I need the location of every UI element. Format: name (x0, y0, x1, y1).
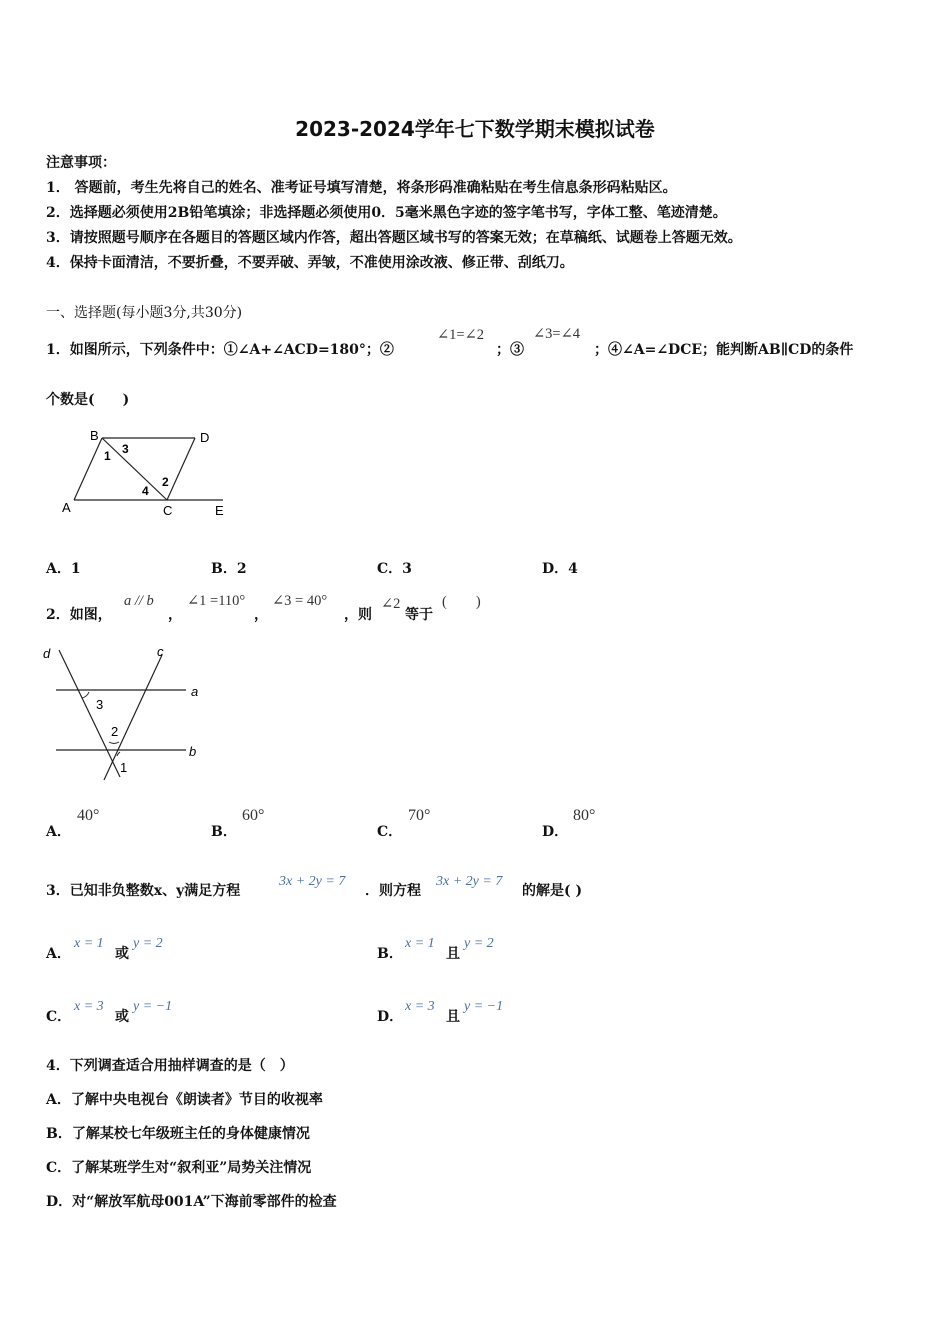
q2-option-c-value: 70° (408, 807, 431, 824)
q2-option-b-label: B． (211, 824, 237, 840)
q3-equation-1: 3x + 2y = 7 (279, 874, 346, 889)
q1-angle-2: 2 (162, 475, 169, 489)
q3-option-b-y: y = 2 (464, 936, 494, 951)
q2-math-angle1: ∠1 =110° (187, 593, 246, 609)
q3-equation-2: 3x + 2y = 7 (436, 874, 503, 889)
q2-line-d (59, 650, 120, 777)
q1-mid3: ；③ (496, 342, 524, 358)
q3-option-d-conj: 且 (446, 1009, 460, 1025)
q1-line2: 个数是( ) (46, 392, 130, 408)
q2-angle-3: 3 (96, 697, 104, 712)
q2-option-b-value: 60° (242, 807, 265, 824)
section-heading: 一、选择题(每小题3分,共30分) (46, 305, 243, 321)
q2-intro: 2．如图， (46, 607, 112, 623)
q1-label-a: A (62, 500, 71, 515)
q1-label-b: B (90, 428, 99, 443)
q1-option-a: A．1 (46, 561, 81, 577)
q2-label-b: b (189, 744, 197, 759)
notice-heading: 注意事项： (46, 155, 116, 171)
q2-option-a-label: A． (46, 824, 71, 840)
q2-comma1: ， (168, 607, 182, 623)
q1-angle-4: 4 (142, 484, 149, 498)
q1-math-angle12: ∠1=∠2 (437, 327, 484, 343)
q2-angle-2: 2 (111, 724, 119, 739)
q2-math-ab: a // b (124, 593, 154, 609)
q1-line-bc (102, 438, 167, 500)
q3-option-d-label: D． (377, 1009, 404, 1025)
q4-option-a: A．了解中央电视台《朗读者》节目的收视率 (46, 1092, 323, 1108)
q1-angle-3: 3 (122, 442, 129, 456)
q1-line-dc (167, 438, 195, 500)
q2-option-c-label: C． (377, 824, 403, 840)
q2-arc-3 (82, 692, 89, 698)
q1-angle-1: 1 (104, 449, 111, 463)
q3-intro: 3．已知非负整数x、y满足方程 (46, 883, 241, 899)
q3-option-a-y: y = 2 (133, 936, 163, 951)
q3-option-a-label: A． (46, 946, 71, 962)
q2-option-d-value: 80° (573, 807, 596, 824)
q4-stem: 4．下列调查适合用抽样调查的是（ ） (46, 1058, 294, 1074)
q3-option-d-y: y = −1 (464, 999, 504, 1014)
q2-math-angle3: ∠3 = 40° (272, 593, 328, 609)
q1-math-angle34: ∠3=∠4 (533, 326, 580, 342)
q3-option-a-conj: 或 (115, 946, 129, 962)
q2-arc-1 (117, 752, 120, 756)
q3-option-c-label: C． (46, 1009, 72, 1025)
q2-paren: ( ) (442, 594, 481, 610)
q2-angle-1: 1 (120, 760, 128, 775)
q3-option-c-x: x = 3 (74, 999, 104, 1014)
q1-label-e: E (215, 503, 224, 518)
q3-option-a-x: x = 1 (74, 936, 104, 951)
notice-item-1: 1． 答题前，考生先将自己的姓名、准考证号填写清楚，将条形码准确粘贴在考生信息条形码粘贴区。 (46, 180, 677, 196)
q2-option-a-value: 40° (77, 807, 100, 824)
q3-end: 的解是( ) (522, 883, 583, 899)
q1-label-c: C (163, 503, 173, 518)
q1-option-b: B．2 (211, 561, 247, 577)
q1-label-d: D (200, 430, 210, 445)
q1-figure (55, 422, 245, 522)
q2-math-angle2: ∠2 (381, 596, 401, 612)
q4-option-c: C．了解某班学生对“叙利亚”局势关注情况 (46, 1160, 312, 1176)
q1-line-ba (74, 438, 102, 500)
q3-option-c-y: y = −1 (133, 999, 173, 1014)
q3-option-b-x: x = 1 (405, 936, 435, 951)
q4-option-d: D．对“解放军航母001A”下海前零部件的检查 (46, 1194, 337, 1210)
notice-item-2: 2．选择题必须使用2B铅笔填涂；非选择题必须使用0．5毫米黑色字迹的签字笔书写，字体工整、笔迹清楚。 (46, 205, 727, 221)
q3-option-d-x: x = 3 (405, 999, 435, 1014)
q1-option-d: D．4 (542, 561, 578, 577)
q2-comma2: ， (254, 607, 268, 623)
q4-option-b: B．了解某校七年级班主任的身体健康情况 (46, 1126, 310, 1142)
notice-item-3: 3．请按照题号顺序在各题目的答题区域内作答，超出答题区域书写的答案无效；在草稿纸、试题卷上答题无效。 (46, 230, 742, 246)
q3-option-c-conj: 或 (115, 1009, 129, 1025)
q1-rest: ；④∠A=∠DCE；能判断AB∥CD的条件 (594, 342, 854, 358)
q2-figure (40, 642, 210, 782)
q3-mid: ．则方程 (365, 883, 421, 899)
page-title: 2023-2024学年七下数学期末模拟试卷 (295, 117, 655, 141)
q2-arc-2 (109, 742, 119, 743)
q2-option-d-label: D． (542, 824, 569, 840)
q2-line-c (104, 655, 162, 780)
q3-option-b-conj: 且 (446, 946, 460, 962)
q2-label-d: d (43, 646, 51, 661)
q1-intro: 1．如图所示，下列条件中：①∠A+∠ACD=180°；② (46, 342, 394, 358)
q2-label-a: a (191, 684, 199, 699)
q3-option-b-label: B． (377, 946, 403, 962)
q2-label-c: c (157, 644, 164, 659)
notice-item-4: 4．保持卡面清洁，不要折叠，不要弄破、弄皱，不准使用涂改液、修正带、刮纸刀。 (46, 255, 574, 271)
q1-option-c: C．3 (377, 561, 412, 577)
q2-then: ，则 (344, 607, 372, 623)
q2-equals: 等于 (405, 607, 433, 623)
